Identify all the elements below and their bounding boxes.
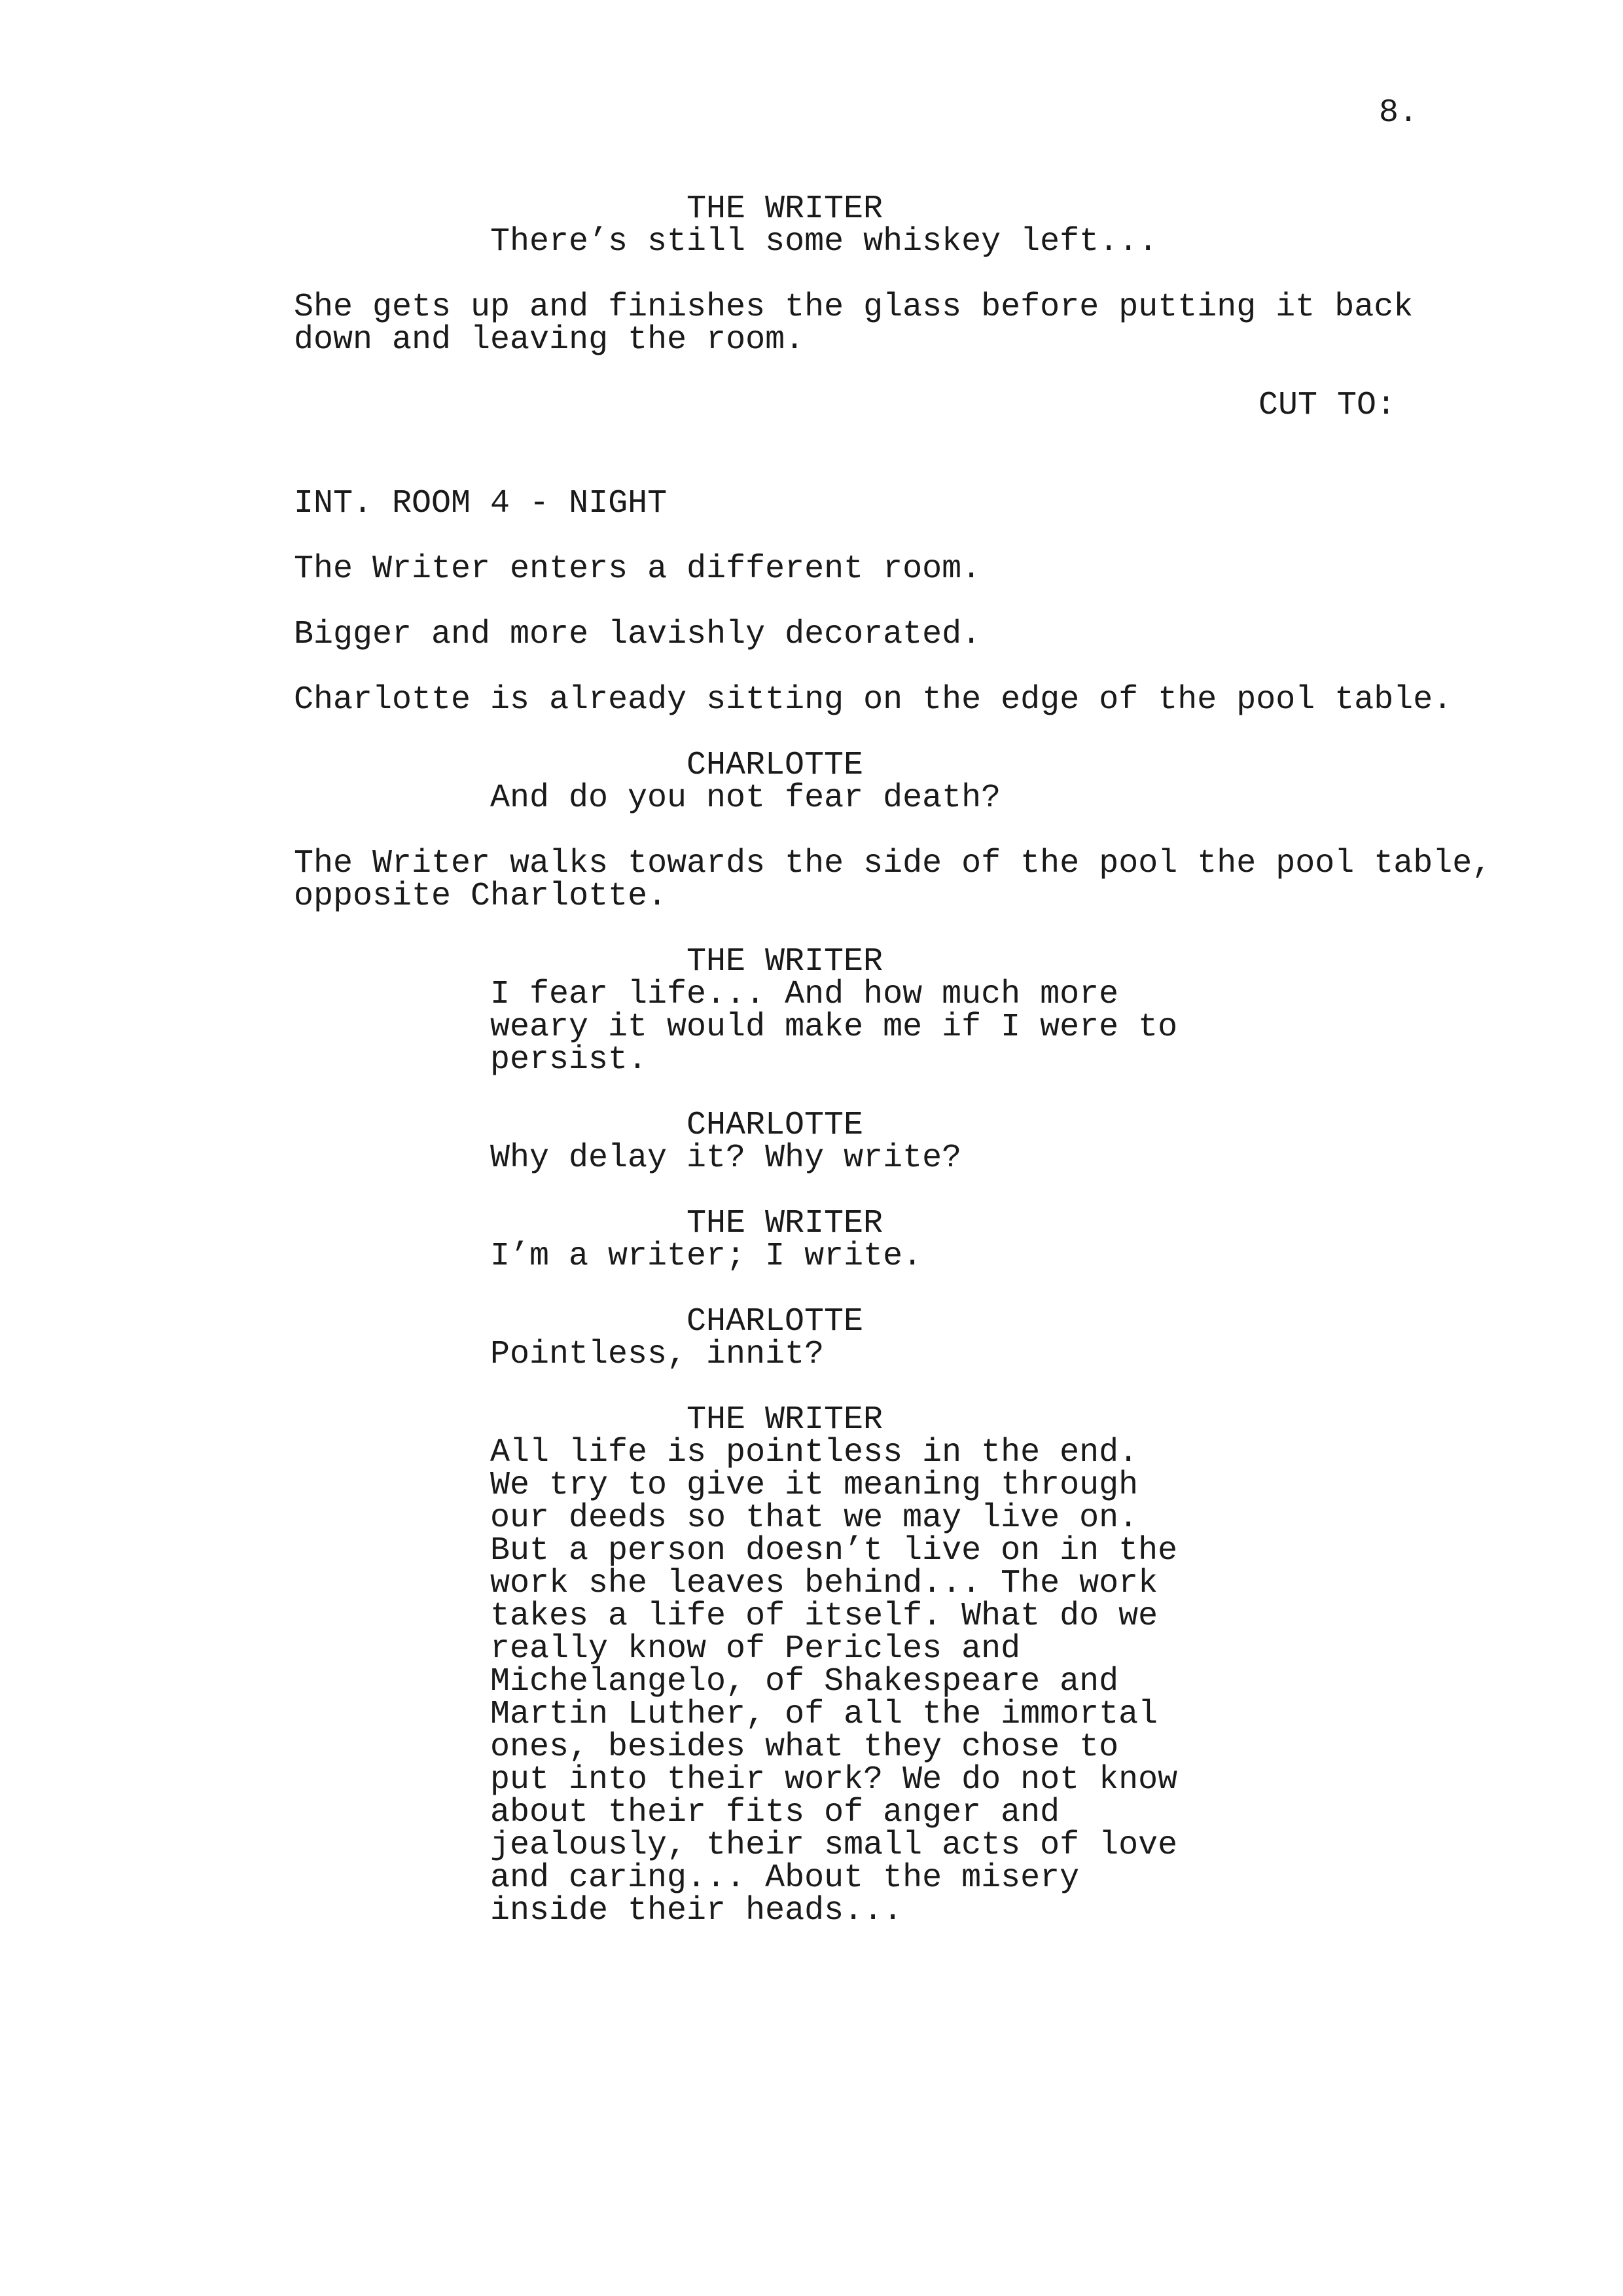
character-name: CHARLOTTE [687, 747, 864, 784]
dialogue: All life is pointless in the end. We try to give it meaning through our deeds so that we may live on. But a person doesn’t live on in the work she leaves behind... The work takes a life of itself. What do we really know of Pericles and Michelangelo, of Shakespeare and Martin Luther, of all the immortal ones, besides what they chose to put into their work? We do not know about their fits of anger and jealously, their small acts of love and caring... About the misery inside their heads... [490, 1434, 1178, 1929]
dialogue: I fear life... And how much more weary it would make me if I were to persist. [490, 976, 1178, 1079]
character-name: THE WRITER [687, 1205, 883, 1242]
dialogue: Why delay it? Why write? [490, 1139, 962, 1177]
dialogue: I’m a writer; I write. [490, 1238, 923, 1275]
dialogue: There’s still some whiskey left... [490, 223, 1158, 260]
action-line: The Writer walks towards the side of the pool the pool table, opposite Charlotte. [294, 845, 1492, 915]
dialogue: Pointless, innit? [490, 1336, 825, 1373]
character-name: CHARLOTTE [687, 1303, 864, 1340]
action-line: Bigger and more lavishly decorated. [294, 616, 982, 653]
dialogue: And do you not fear death? [490, 780, 1001, 817]
character-name: CHARLOTTE [687, 1107, 864, 1144]
script-body [294, 190, 1537, 1929]
character-name: THE WRITER [687, 190, 883, 228]
scene-heading: INT. ROOM 4 - NIGHT [294, 485, 668, 522]
action-line: She gets up and finishes the glass before putting it back down and leaving the room. [294, 289, 1414, 359]
character-name: THE WRITER [687, 943, 883, 980]
character-name: THE WRITER [687, 1401, 883, 1439]
page-number: 8. [1379, 94, 1419, 132]
action-line: The Writer enters a different room. [294, 550, 982, 588]
action-line: Charlotte is already sitting on the edge of the pool table. [294, 681, 1453, 719]
transition: CUT TO: [1258, 387, 1397, 424]
